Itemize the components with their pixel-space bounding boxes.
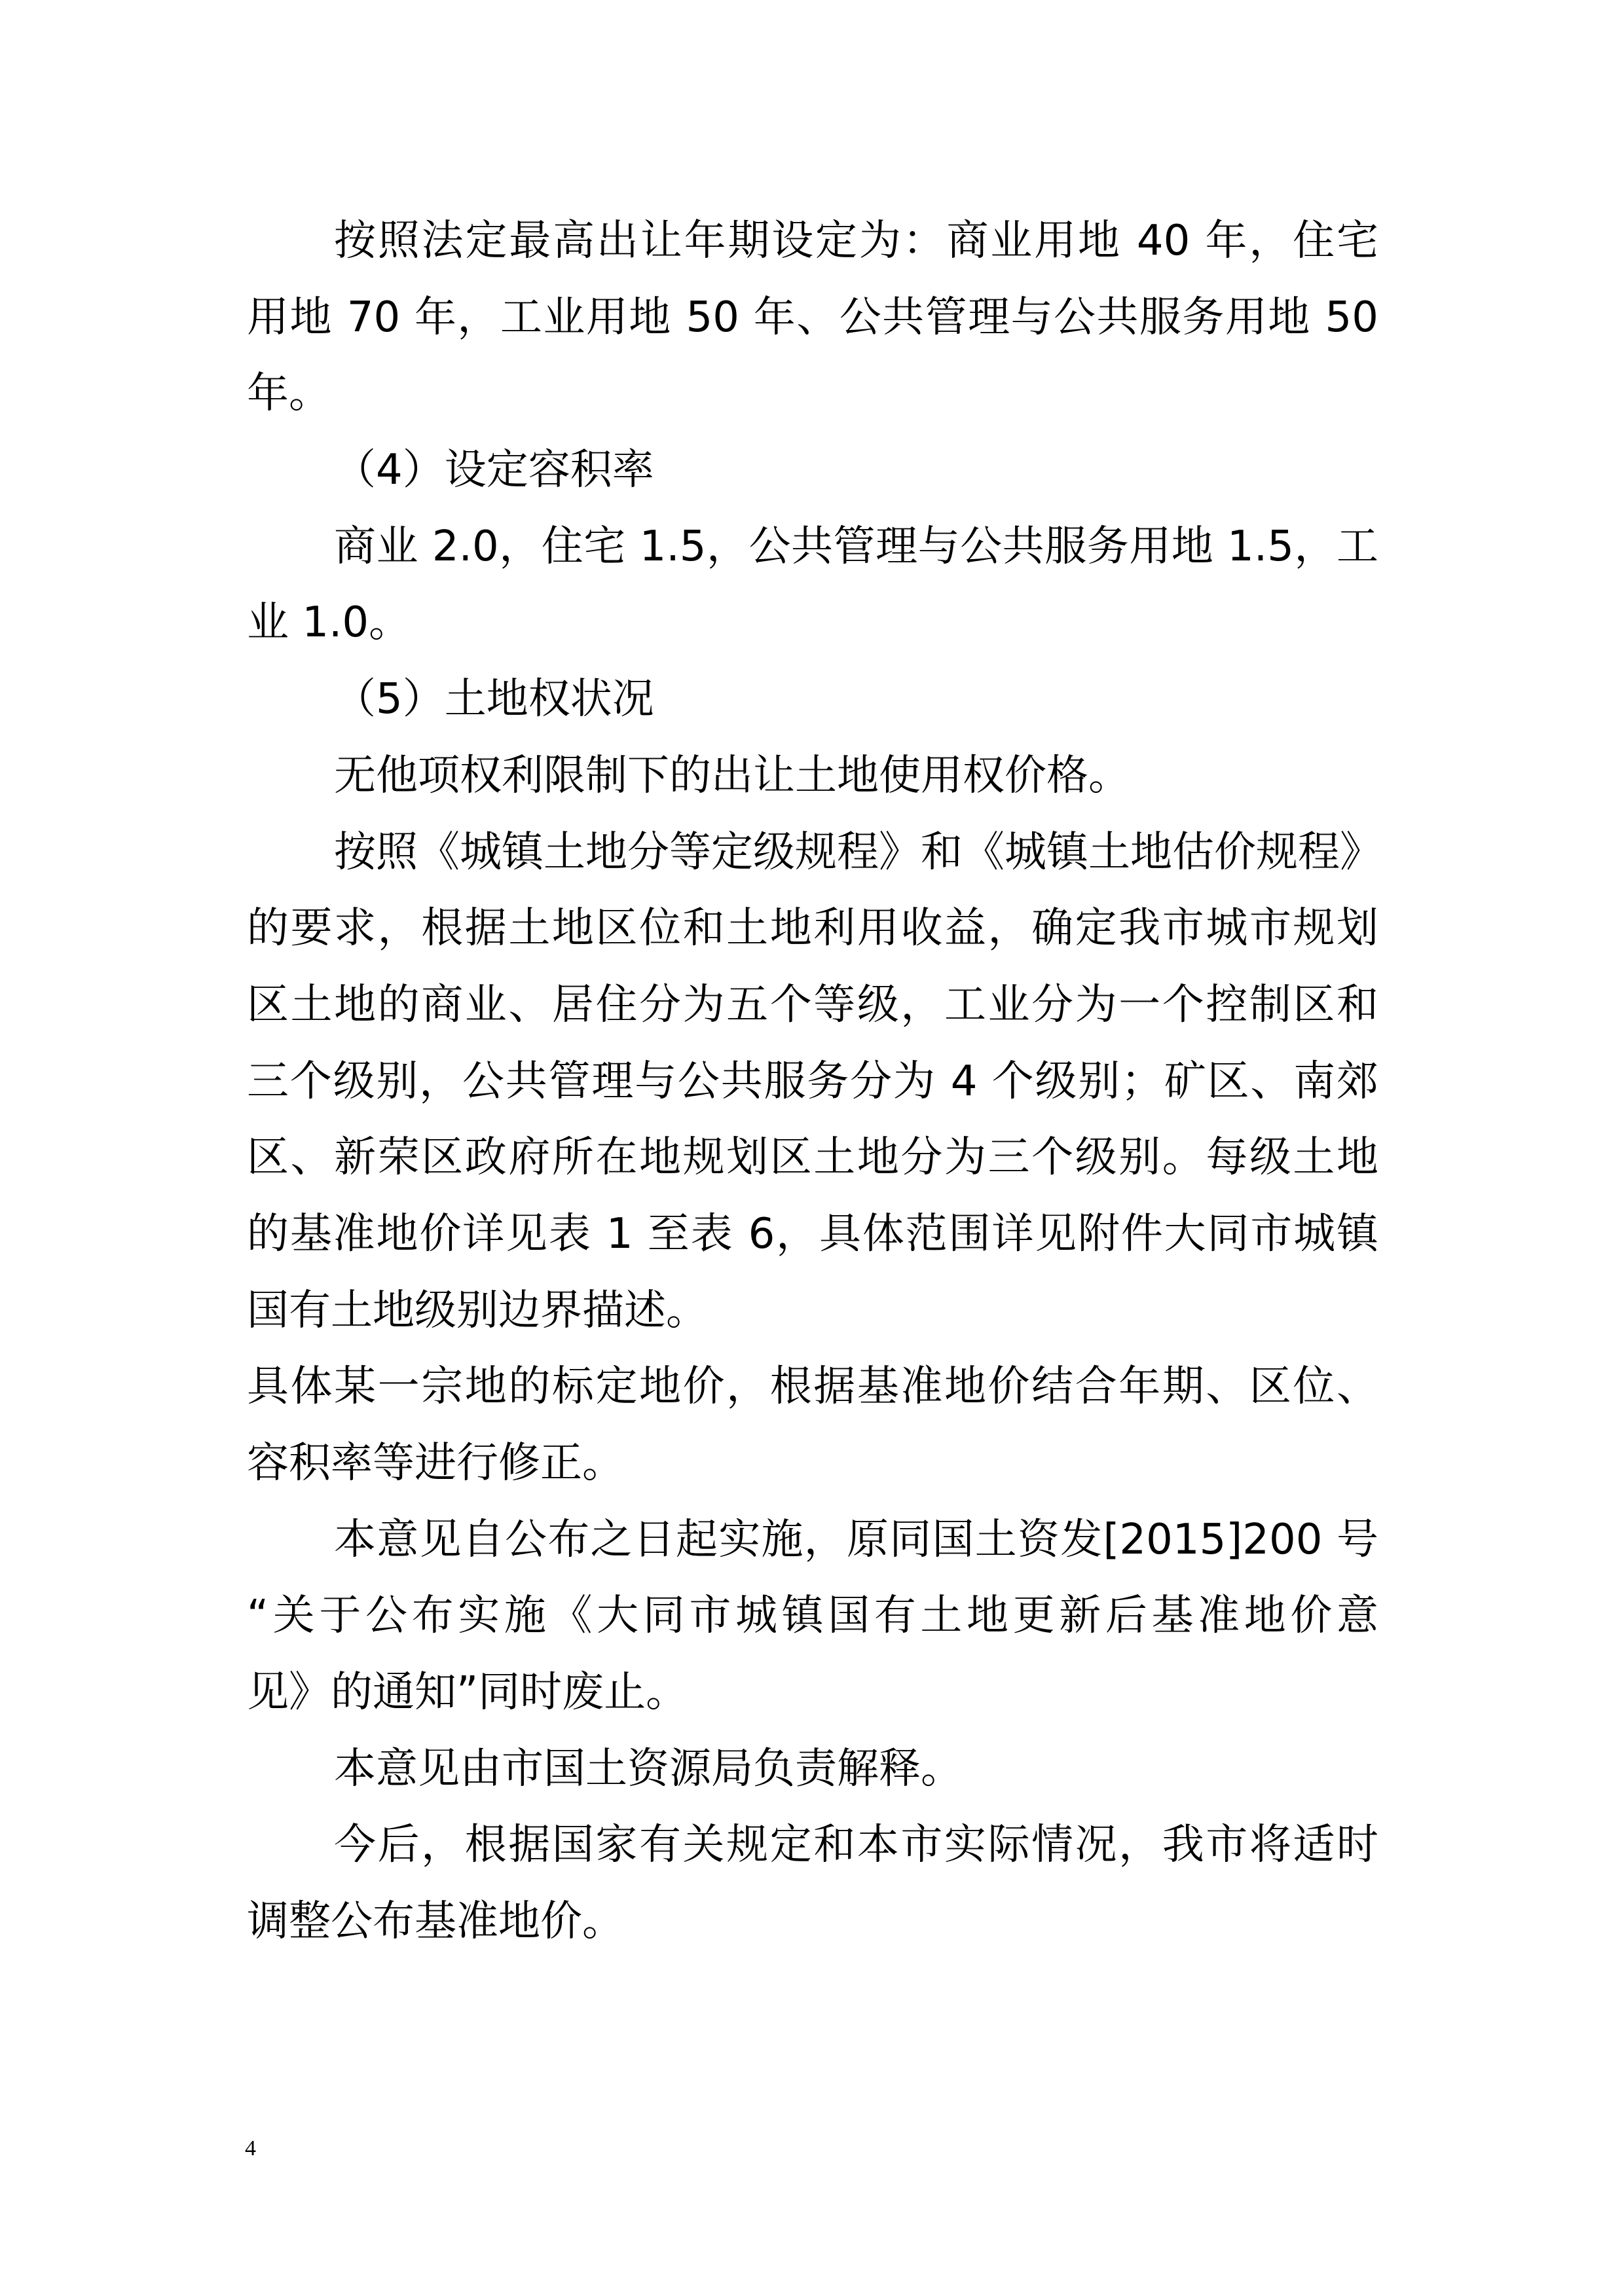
text-line: 年。	[247, 369, 331, 418]
text-line: 商业 2.0，住宅 1.5，公共管理与公共服务用地 1.5，工	[334, 522, 1378, 571]
paragraph-future-adjustment	[247, 1807, 1378, 1959]
text-line: 业 1.0。	[247, 598, 411, 647]
text-line: 区、新荣区政府所在地规划区土地分为三个级别。每级土地	[247, 1133, 1378, 1182]
document-body	[247, 203, 1382, 1960]
text-line: 今后，根据国家有关规定和本市实际情况，我市将适时	[334, 1821, 1378, 1870]
text-line: 见》的通知”同时废止。	[247, 1668, 688, 1717]
text-line: 国有土地级别边界描述。	[247, 1286, 708, 1335]
page-number: 4	[245, 2136, 256, 2160]
paragraph-land-rights	[247, 738, 1378, 814]
text-line: 三个级别，公共管理与公共服务分为 4 个级别；矿区、南郊	[247, 1057, 1378, 1106]
text-line: 无他项权利限制下的出让土地使用权价格。	[334, 751, 1130, 800]
text-line: 调整公布基准地价。	[247, 1897, 624, 1946]
paragraph-grading	[247, 814, 1382, 1349]
text-line: 区土地的商业、居住分为五个等级，工业分为一个控制区和	[247, 980, 1378, 1029]
text-line: 按照法定最高出让年期设定为：商业用地 40 年，住宅	[334, 217, 1378, 265]
text-line: 按照《城镇土地分等定级规程》和《城镇土地估价规程》	[334, 828, 1382, 877]
text-line: 具体某一宗地的标定地价，根据基准地价结合年期、区位、	[247, 1362, 1378, 1412]
paragraph-interpretation	[247, 1731, 1378, 1808]
text-line: 的基准地价详见表 1 至表 6，具体范围详见附件大同市城镇	[247, 1209, 1378, 1258]
section-heading-land-rights	[247, 661, 1378, 738]
text-line: 容积率等进行修正。	[247, 1439, 624, 1487]
paragraph-land-use-term	[247, 203, 1378, 432]
text-line: 的要求，根据土地区位和土地利用收益，确定我市城市规划	[247, 904, 1378, 953]
text-line: “关于公布实施《大同市城镇国有土地更新后基准地价意	[247, 1592, 1378, 1641]
paragraph-plot-ratio	[247, 509, 1378, 661]
text-line: 本意见由市国土资源局负责解释。	[334, 1744, 963, 1793]
text-line: 用地 70 年，工业用地 50 年、公共管理与公共服务用地 50	[247, 293, 1378, 342]
heading-text: （5）土地权状况	[334, 675, 654, 724]
paragraph-effective-date	[247, 1502, 1378, 1731]
paragraph-parcel-price	[247, 1349, 1378, 1501]
section-heading-plot-ratio	[247, 432, 1378, 509]
heading-text: （4）设定容积率	[334, 446, 654, 495]
text-line: 本意见自公布之日起实施，原同国土资发[2015]200 号	[334, 1515, 1378, 1564]
